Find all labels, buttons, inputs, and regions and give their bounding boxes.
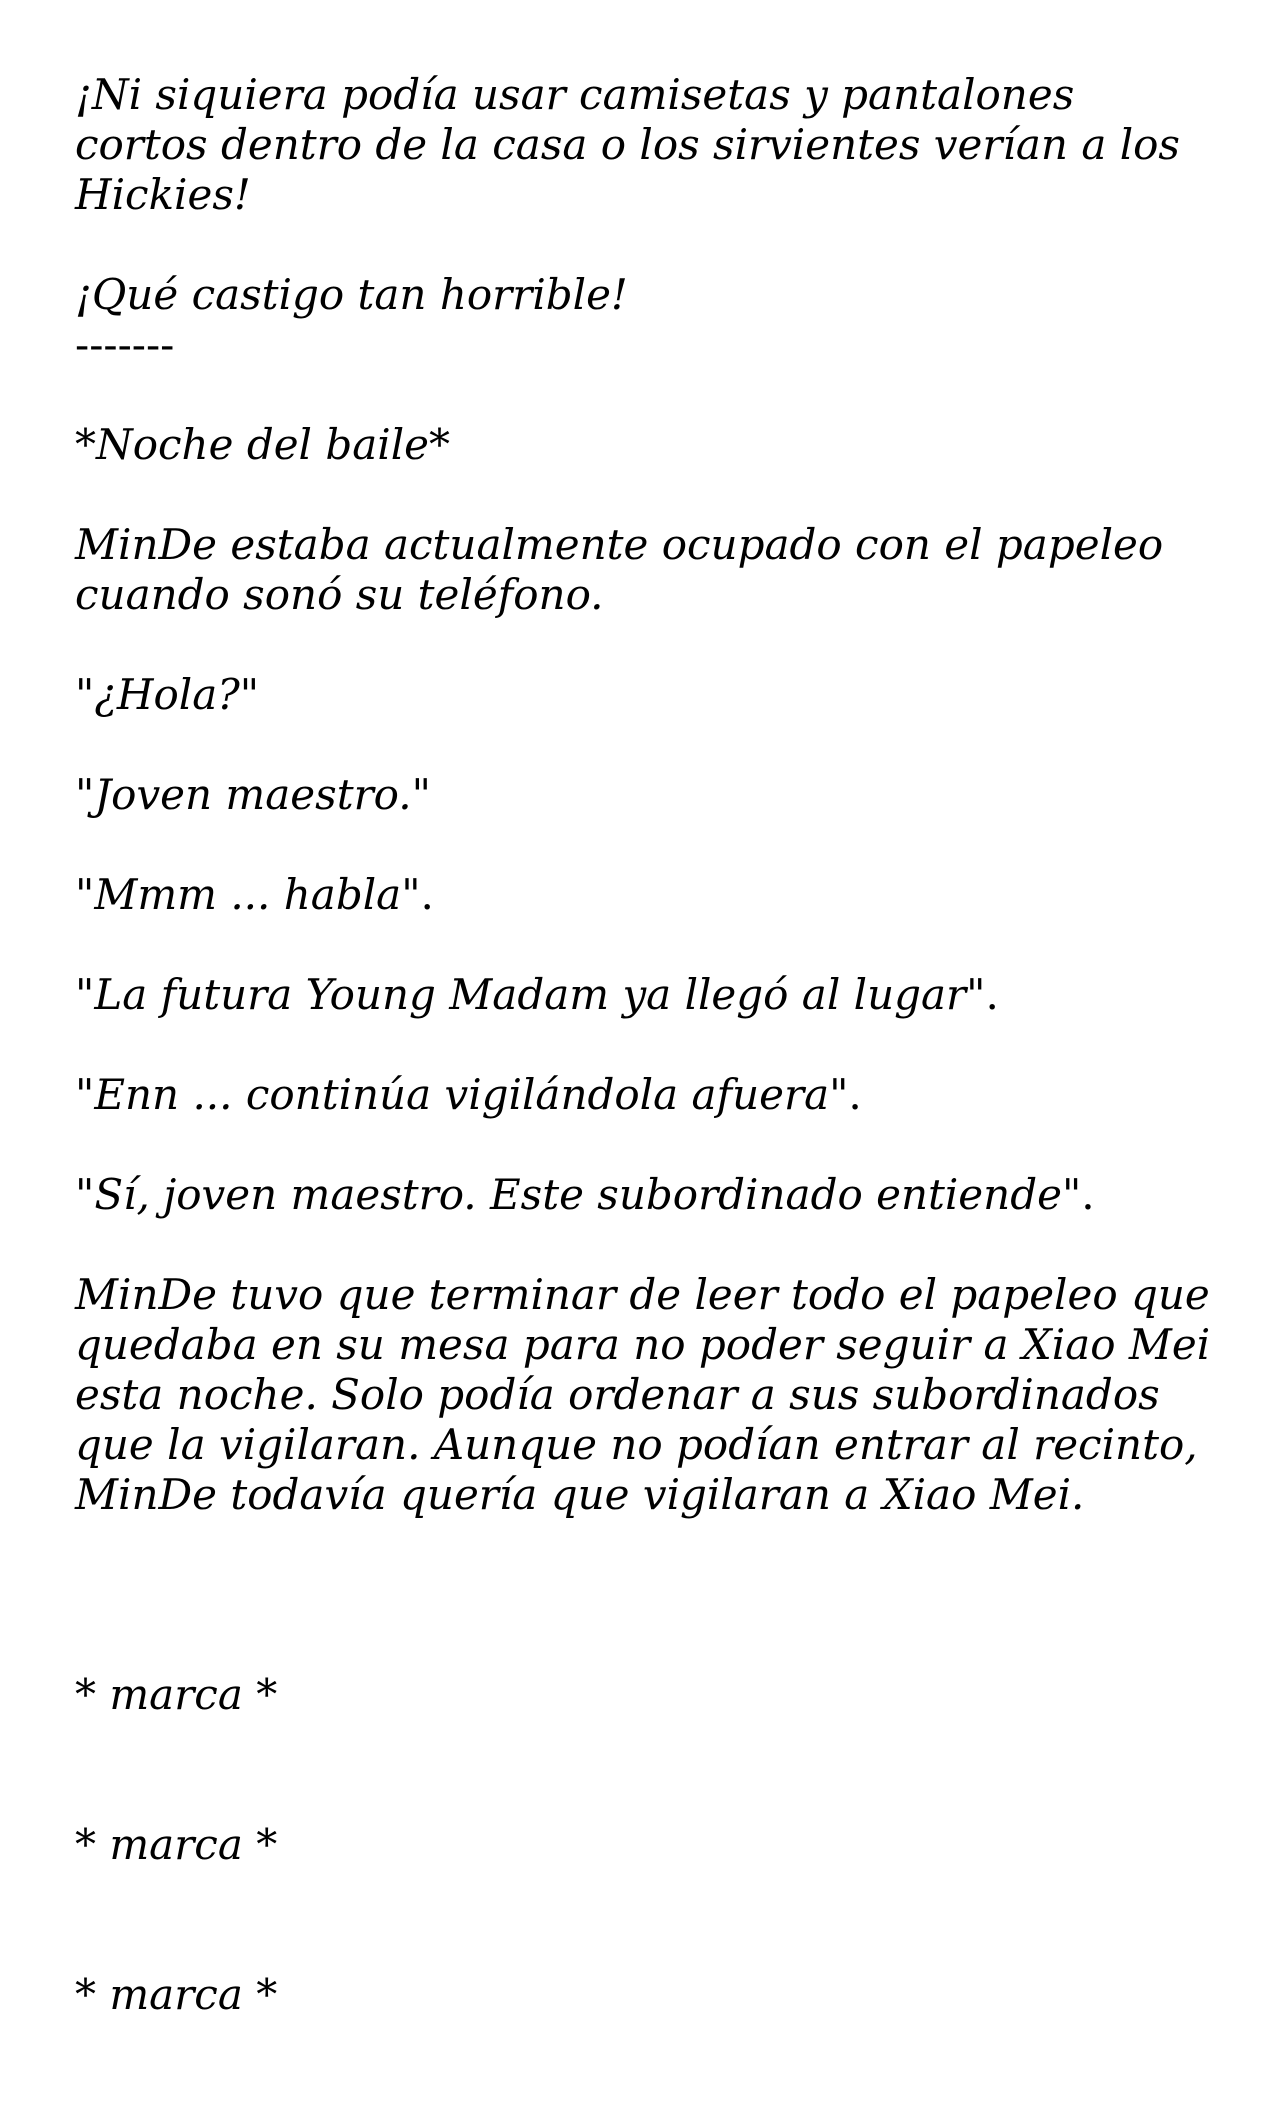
dialogue-line-1: "¿Hola?": [75, 670, 260, 719]
paragraph-hickies: ¡Ni siquiera podía usar camisetas y pantalones cortos dentro de la casa o los sirvientes verían a los Hickies!: [75, 70, 1194, 219]
mark-line: * marca *: [75, 1670, 278, 1719]
scene-heading: *Noche del baile*: [75, 420, 450, 469]
paragraph-xiao-mei: MinDe tuvo que terminar de leer todo el papeleo que quedaba en su mesa para no poder seguir a Xiao Mei esta noche. Solo podía ordenar a sus subordinados que la vigilaran. Aunque no podían entrar al recinto, MinDe todavía quería que vigilaran a Xiao Mei.: [75, 1270, 1224, 1519]
mark-line: * marca *: [75, 1820, 278, 1869]
mark-line: * marca *: [75, 1970, 278, 2019]
marks-block: [75, 1570, 1215, 2120]
document-page: [75, 70, 1224, 2120]
dialogue-line-2: "Joven maestro.": [75, 770, 431, 819]
dialogue-line-3: "Mmm ... habla".: [75, 870, 434, 919]
dialogue-line-5: "Enn ... continúa vigilándola afuera".: [75, 1070, 862, 1119]
dialogue-line-6: "Sí, joven maestro. Este subordinado entiende".: [75, 1170, 1095, 1219]
section-separator: -------: [75, 320, 175, 369]
dialogue-line-4: "La futura Young Madam ya llegó al lugar".: [75, 970, 999, 1019]
paragraph-castigo: ¡Qué castigo tan horrible!: [75, 270, 628, 319]
paragraph-papeleo: MinDe estaba actualmente ocupado con el papeleo cuando sonó su teléfono.: [75, 520, 1177, 619]
